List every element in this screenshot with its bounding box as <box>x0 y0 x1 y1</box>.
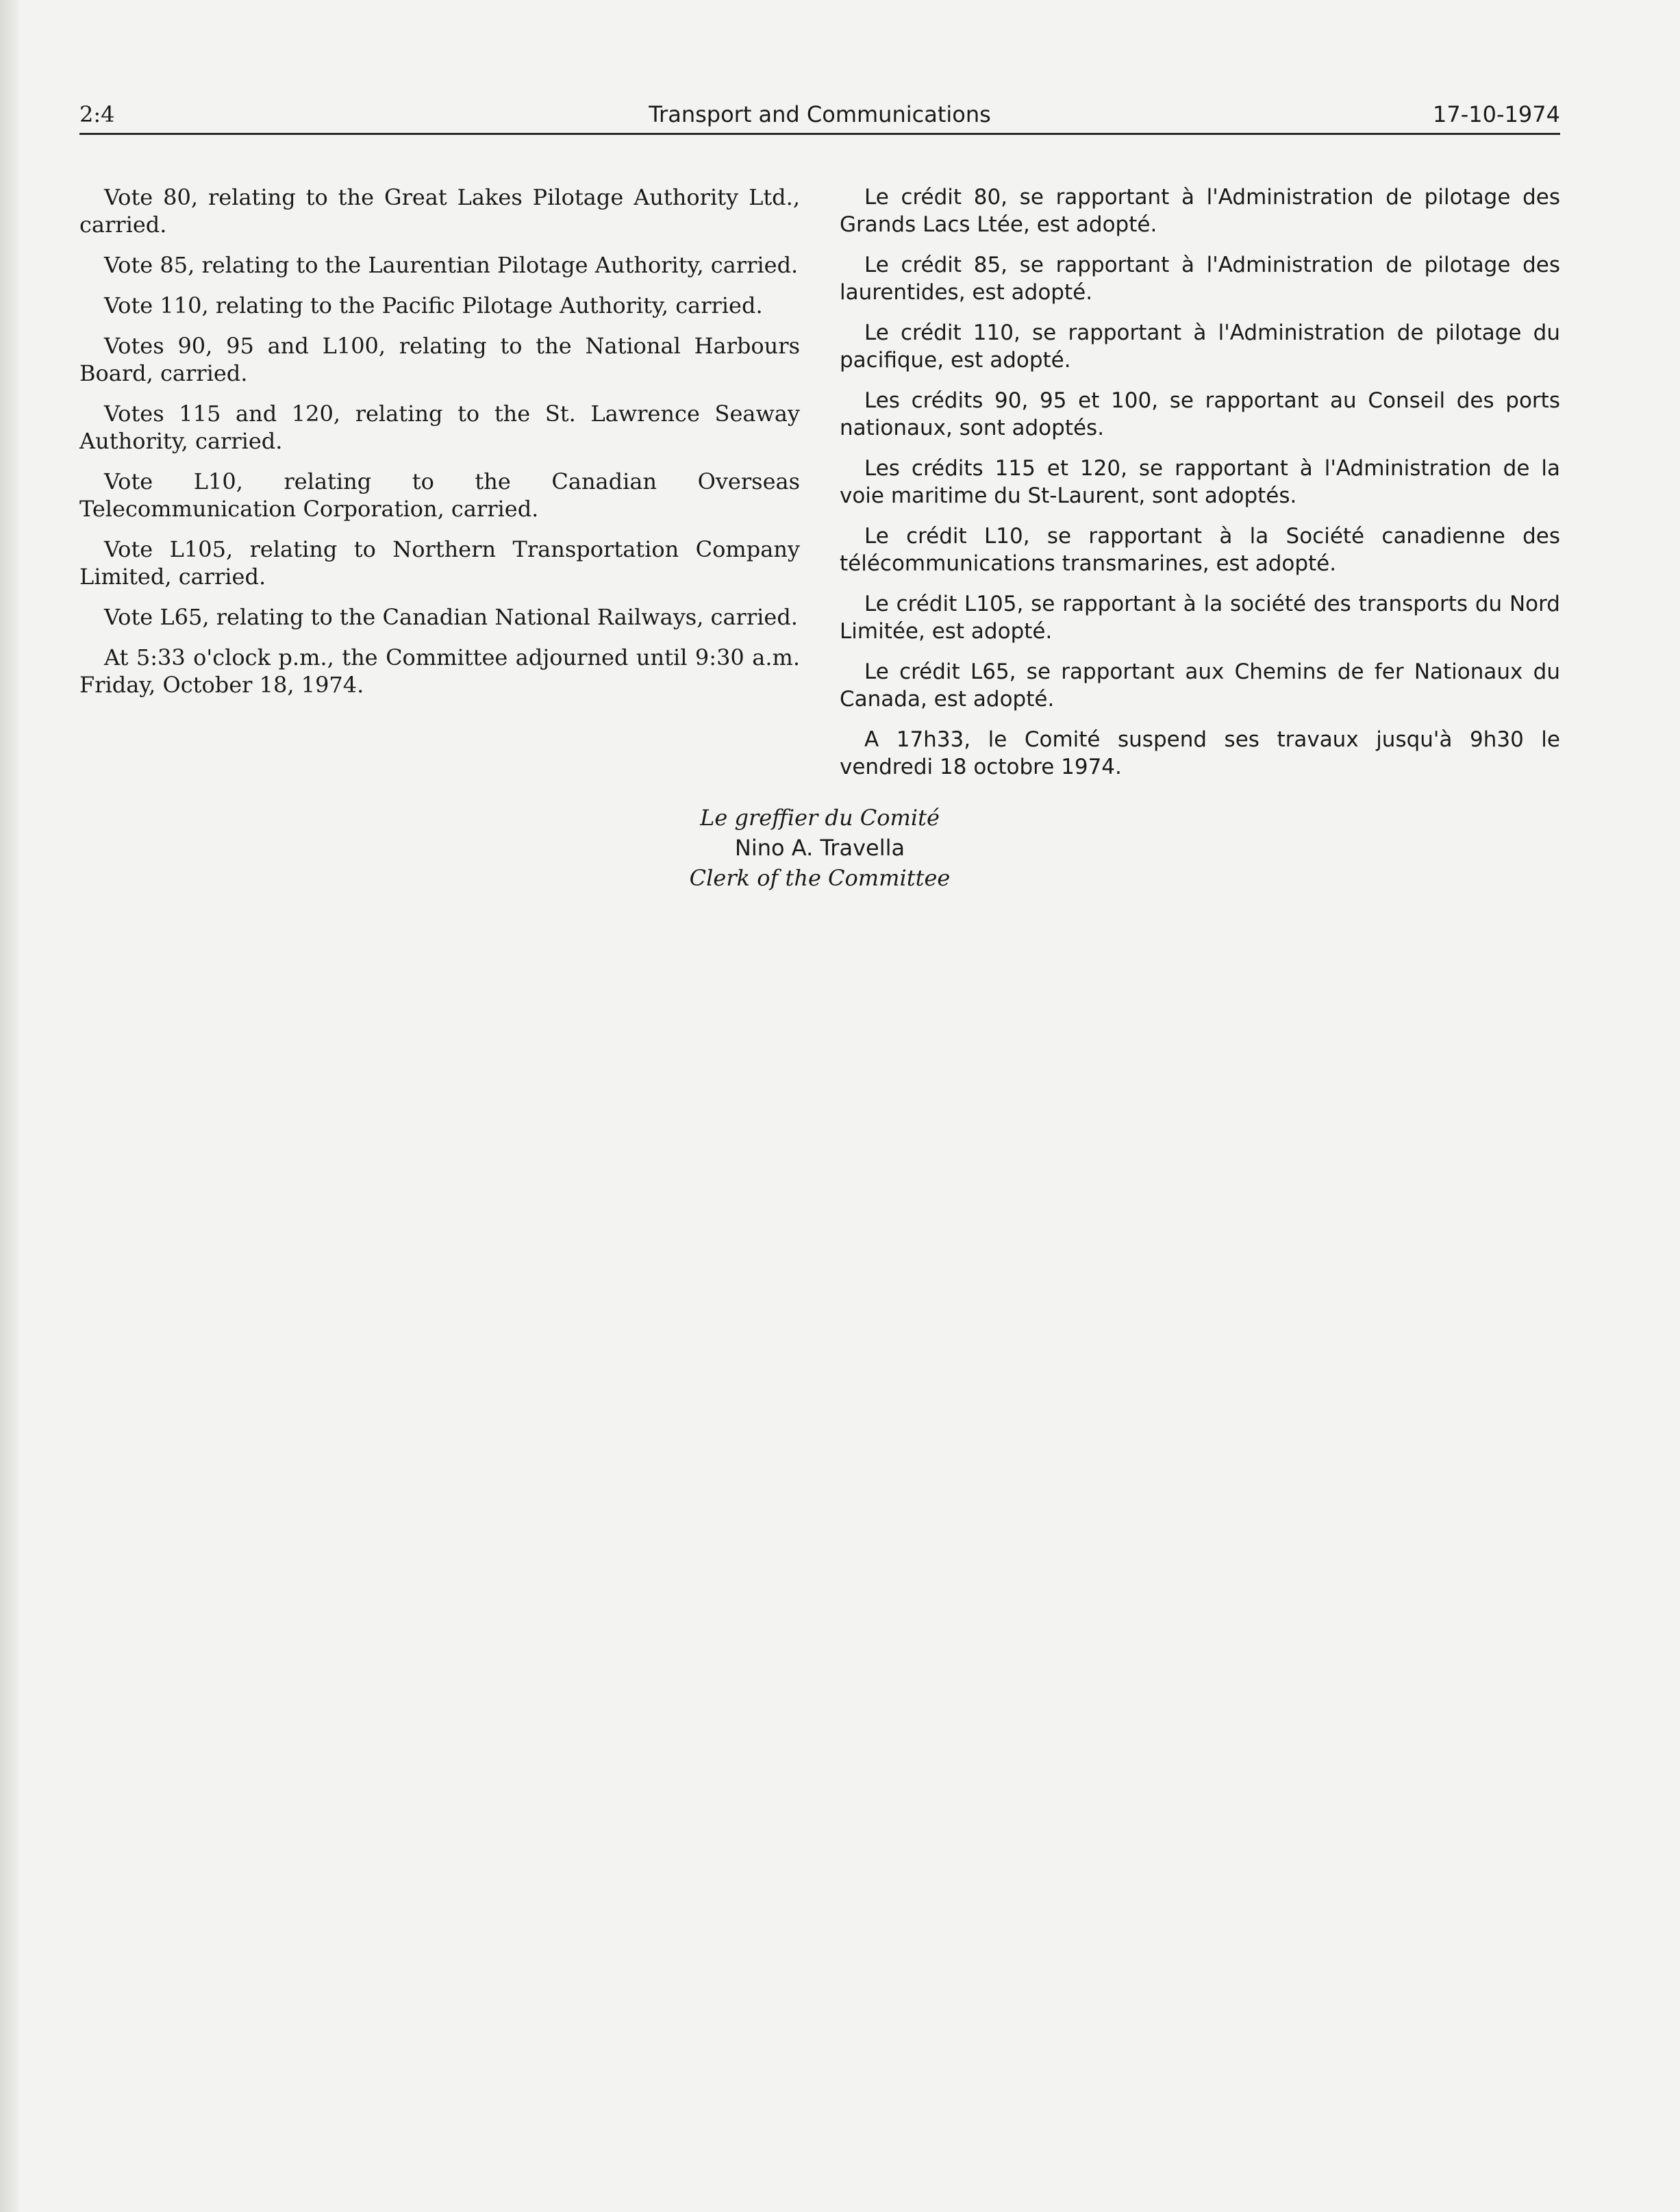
french-column <box>840 184 1560 794</box>
french-paragraph: Le crédit 85, se rapportant à l'Administration de pilotage des laurentides, est adopté. <box>840 253 1560 305</box>
english-paragraph: Votes 115 and 120, relating to the St. Lawrence Seaway Authority, carried. <box>79 401 800 454</box>
english-paragraph: Vote L105, relating to Northern Transportation Company Limited, carried. <box>79 536 800 590</box>
clerk-signature-block <box>79 803 1560 893</box>
clerk-title-english: Clerk of the Committee <box>689 865 951 891</box>
english-paragraph: Votes 90, 95 and L100, relating to the National Harbours Board, carried. <box>79 333 800 386</box>
english-paragraph: Vote L65, relating to the Canadian National Railways, carried. <box>104 604 798 630</box>
page-number: 2:4 <box>79 101 115 127</box>
running-title: Transport and Communications <box>649 101 991 127</box>
french-paragraph: Le crédit L105, se rapportant à la société des transports du Nord Limitée, est adopté. <box>840 592 1560 644</box>
header-date: 17-10-1974 <box>1433 101 1560 127</box>
english-paragraph: Vote 80, relating to the Great Lakes Pilotage Authority Ltd., carried. <box>79 184 800 238</box>
french-paragraph: Les crédits 90, 95 et 100, se rapportant au Conseil des ports nationaux, sont adoptés. <box>840 388 1560 440</box>
french-paragraph: Les crédits 115 et 120, se rapportant à l'Administration de la voie maritime du St-Laurent, sont adoptés. <box>840 456 1560 508</box>
french-paragraph: Le crédit L10, se rapportant à la Société canadienne des télécommunications transmarines, est adopté. <box>840 524 1560 576</box>
english-paragraph: At 5:33 o'clock p.m., the Committee adjourned until 9:30 a.m. Friday, October 18, 1974. <box>79 644 800 698</box>
english-column <box>79 184 800 712</box>
english-paragraph: Vote 110, relating to the Pacific Pilotage Authority, carried. <box>104 292 763 318</box>
english-paragraph: Vote L10, relating to the Canadian Overseas Telecommunication Corporation, carried. <box>79 468 800 522</box>
french-paragraph: Le crédit L65, se rapportant aux Chemins de fer Nationaux du Canada, est adopté. <box>840 659 1560 712</box>
french-paragraph: A 17h33, le Comité suspend ses travaux jusqu'à 9h30 le vendredi 18 octobre 1974. <box>840 727 1560 779</box>
page-edge-shadow <box>0 0 19 2212</box>
clerk-title-french: Le greffier du Comité <box>700 805 940 831</box>
english-paragraph: Vote 85, relating to the Laurentian Pilotage Authority, carried. <box>104 252 799 278</box>
page-header <box>79 101 1560 136</box>
french-paragraph: Le crédit 110, se rapportant à l'Administration de pilotage du pacifique, est adopté. <box>840 321 1560 373</box>
clerk-name: Nino A. Travella <box>734 835 905 861</box>
header-rule <box>79 133 1560 135</box>
french-paragraph: Le crédit 80, se rapportant à l'Administration de pilotage des Grands Lacs Ltée, est adopté. <box>840 185 1560 237</box>
